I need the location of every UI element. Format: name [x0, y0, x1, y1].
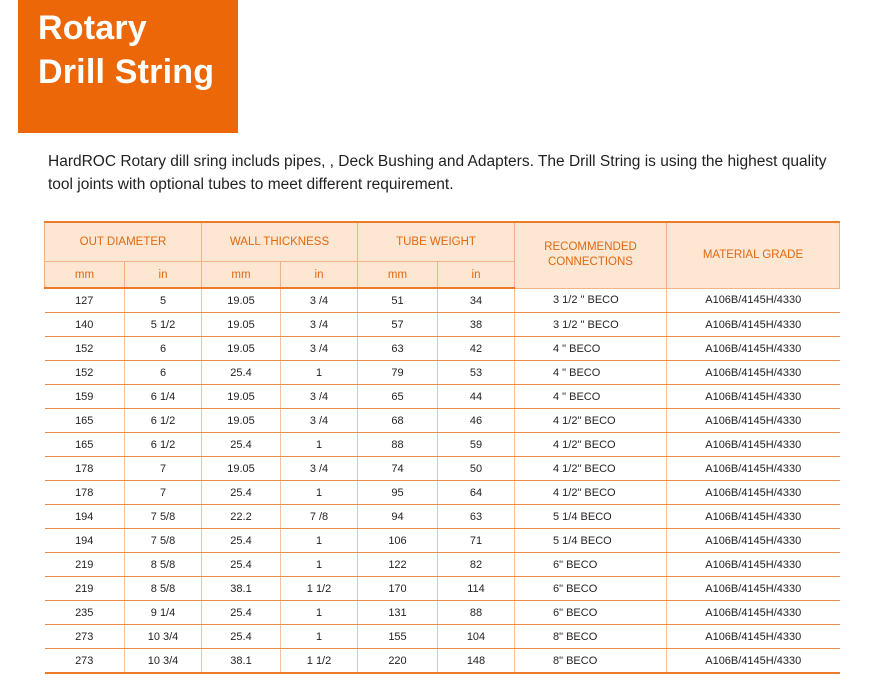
table-row — [45, 529, 840, 553]
unit-header: mm — [358, 262, 438, 289]
od-in-cell: 6 — [125, 337, 202, 361]
table-row — [45, 361, 840, 385]
od-in-cell: 5 1/2 — [125, 313, 202, 337]
wall-in-cell: 1 — [281, 529, 358, 553]
drill-string-spec-table — [44, 221, 840, 674]
table-row — [45, 433, 840, 457]
material-grade-cell: A106B/4145H/4330 — [667, 457, 840, 481]
wall-mm-cell: 19.05 — [202, 313, 281, 337]
weight-in-cell: 53 — [438, 361, 515, 385]
weight-mm-cell: 220 — [358, 649, 438, 674]
material-grade-cell: A106B/4145H/4330 — [667, 505, 840, 529]
connection-cell: 4 " BECO — [515, 337, 667, 361]
od-mm-cell: 273 — [45, 649, 125, 674]
material-grade-cell: A106B/4145H/4330 — [667, 577, 840, 601]
material-grade-cell: A106B/4145H/4330 — [667, 433, 840, 457]
header-material-grade: MATERIAL GRADE — [667, 222, 840, 288]
wall-in-cell: 7 /8 — [281, 505, 358, 529]
weight-in-cell: 38 — [438, 313, 515, 337]
od-in-cell: 10 3/4 — [125, 649, 202, 674]
material-grade-cell: A106B/4145H/4330 — [667, 529, 840, 553]
material-grade-cell: A106B/4145H/4330 — [667, 625, 840, 649]
od-mm-cell: 219 — [45, 577, 125, 601]
od-mm-cell: 219 — [45, 553, 125, 577]
material-grade-cell: A106B/4145H/4330 — [667, 337, 840, 361]
weight-mm-cell: 51 — [358, 288, 438, 313]
material-grade-cell: A106B/4145H/4330 — [667, 601, 840, 625]
wall-mm-cell: 25.4 — [202, 529, 281, 553]
weight-in-cell: 50 — [438, 457, 515, 481]
table-row — [45, 577, 840, 601]
wall-mm-cell: 22.2 — [202, 505, 281, 529]
weight-mm-cell: 74 — [358, 457, 438, 481]
weight-mm-cell: 65 — [358, 385, 438, 409]
connection-cell: 4 1/2" BECO — [515, 409, 667, 433]
weight-mm-cell: 68 — [358, 409, 438, 433]
table-body — [45, 288, 840, 673]
material-grade-cell: A106B/4145H/4330 — [667, 313, 840, 337]
wall-mm-cell: 25.4 — [202, 601, 281, 625]
connection-cell: 4 1/2" BECO — [515, 481, 667, 505]
weight-mm-cell: 88 — [358, 433, 438, 457]
wall-in-cell: 3 /4 — [281, 409, 358, 433]
material-grade-cell: A106B/4145H/4330 — [667, 481, 840, 505]
od-in-cell: 6 — [125, 361, 202, 385]
wall-in-cell: 1 — [281, 553, 358, 577]
unit-header: mm — [45, 262, 125, 289]
material-grade-cell: A106B/4145H/4330 — [667, 361, 840, 385]
material-grade-cell: A106B/4145H/4330 — [667, 385, 840, 409]
weight-in-cell: 82 — [438, 553, 515, 577]
od-in-cell: 6 1/4 — [125, 385, 202, 409]
od-mm-cell: 159 — [45, 385, 125, 409]
table-row — [45, 457, 840, 481]
connection-cell: 5 1/4 BECO — [515, 505, 667, 529]
od-in-cell: 8 5/8 — [125, 553, 202, 577]
weight-in-cell: 42 — [438, 337, 515, 361]
od-mm-cell: 140 — [45, 313, 125, 337]
table-row — [45, 505, 840, 529]
weight-in-cell: 88 — [438, 601, 515, 625]
wall-mm-cell: 25.4 — [202, 625, 281, 649]
wall-in-cell: 1 1/2 — [281, 577, 358, 601]
wall-in-cell: 1 — [281, 625, 358, 649]
table-row — [45, 337, 840, 361]
connection-cell: 3 1/2 " BECO — [515, 313, 667, 337]
weight-mm-cell: 94 — [358, 505, 438, 529]
connection-cell: 4 " BECO — [515, 385, 667, 409]
od-mm-cell: 194 — [45, 505, 125, 529]
od-mm-cell: 127 — [45, 288, 125, 313]
weight-mm-cell: 106 — [358, 529, 438, 553]
connection-cell: 4 " BECO — [515, 361, 667, 385]
weight-mm-cell: 155 — [358, 625, 438, 649]
weight-in-cell: 44 — [438, 385, 515, 409]
title-line-1: Rotary — [38, 9, 147, 47]
od-mm-cell: 152 — [45, 361, 125, 385]
header-out-diameter: OUT DIAMETER — [45, 222, 202, 262]
wall-mm-cell: 25.4 — [202, 481, 281, 505]
od-in-cell: 7 5/8 — [125, 529, 202, 553]
unit-header: mm — [202, 262, 281, 289]
wall-in-cell: 1 — [281, 601, 358, 625]
wall-in-cell: 1 — [281, 433, 358, 457]
wall-mm-cell: 19.05 — [202, 337, 281, 361]
material-grade-cell: A106B/4145H/4330 — [667, 649, 840, 674]
title-line-2: Drill String — [38, 53, 215, 91]
connection-cell: 4 1/2" BECO — [515, 433, 667, 457]
connection-cell: 4 1/2" BECO — [515, 457, 667, 481]
material-grade-cell: A106B/4145H/4330 — [667, 553, 840, 577]
od-in-cell: 7 — [125, 457, 202, 481]
wall-mm-cell: 38.1 — [202, 649, 281, 674]
od-mm-cell: 165 — [45, 433, 125, 457]
weight-in-cell: 148 — [438, 649, 515, 674]
connection-cell: 5 1/4 BECO — [515, 529, 667, 553]
weight-mm-cell: 79 — [358, 361, 438, 385]
od-in-cell: 8 5/8 — [125, 577, 202, 601]
wall-mm-cell: 19.05 — [202, 288, 281, 313]
table-row — [45, 649, 840, 674]
wall-in-cell: 3 /4 — [281, 288, 358, 313]
od-mm-cell: 235 — [45, 601, 125, 625]
weight-in-cell: 59 — [438, 433, 515, 457]
wall-mm-cell: 38.1 — [202, 577, 281, 601]
weight-mm-cell: 122 — [358, 553, 438, 577]
weight-mm-cell: 57 — [358, 313, 438, 337]
table-row — [45, 385, 840, 409]
intro-paragraph: HardROC Rotary dill sring includs pipes, , Deck Bushing and Adapters. The Drill String is using the highest quality tool joints with optional tubes to meet different requirement. — [48, 153, 827, 193]
header-tube-weight: TUBE WEIGHT — [358, 222, 515, 262]
wall-mm-cell: 19.05 — [202, 457, 281, 481]
connection-cell: 6" BECO — [515, 577, 667, 601]
header-recommended-connections: RECOMMENDED CONNECTIONS — [515, 222, 667, 288]
table-row — [45, 409, 840, 433]
header-row — [45, 222, 840, 262]
od-in-cell: 5 — [125, 288, 202, 313]
connection-cell: 6" BECO — [515, 601, 667, 625]
unit-header: in — [281, 262, 358, 289]
od-in-cell: 7 5/8 — [125, 505, 202, 529]
wall-in-cell: 1 1/2 — [281, 649, 358, 674]
weight-in-cell: 34 — [438, 288, 515, 313]
connection-cell: 8" BECO — [515, 649, 667, 674]
table-row — [45, 288, 840, 313]
od-mm-cell: 273 — [45, 625, 125, 649]
table-row — [45, 313, 840, 337]
unit-header: in — [125, 262, 202, 289]
weight-in-cell: 64 — [438, 481, 515, 505]
header-wall-thickness: WALL THICKNESS — [202, 222, 358, 262]
table-row — [45, 601, 840, 625]
wall-in-cell: 1 — [281, 361, 358, 385]
table-row — [45, 481, 840, 505]
weight-mm-cell: 63 — [358, 337, 438, 361]
od-mm-cell: 178 — [45, 457, 125, 481]
od-mm-cell: 152 — [45, 337, 125, 361]
table-row — [45, 625, 840, 649]
connection-cell: 3 1/2 " BECO — [515, 288, 667, 313]
table-row — [45, 553, 840, 577]
unit-header: in — [438, 262, 515, 289]
od-mm-cell: 165 — [45, 409, 125, 433]
material-grade-cell: A106B/4145H/4330 — [667, 409, 840, 433]
od-in-cell: 6 1/2 — [125, 433, 202, 457]
od-mm-cell: 178 — [45, 481, 125, 505]
weight-in-cell: 71 — [438, 529, 515, 553]
wall-mm-cell: 19.05 — [202, 385, 281, 409]
wall-in-cell: 3 /4 — [281, 385, 358, 409]
connection-cell: 6" BECO — [515, 553, 667, 577]
wall-in-cell: 3 /4 — [281, 337, 358, 361]
wall-in-cell: 1 — [281, 481, 358, 505]
weight-in-cell: 63 — [438, 505, 515, 529]
wall-mm-cell: 25.4 — [202, 361, 281, 385]
title-banner — [18, 0, 238, 133]
od-in-cell: 7 — [125, 481, 202, 505]
weight-in-cell: 46 — [438, 409, 515, 433]
wall-mm-cell: 19.05 — [202, 409, 281, 433]
material-grade-cell: A106B/4145H/4330 — [667, 288, 840, 313]
wall-in-cell: 3 /4 — [281, 313, 358, 337]
od-in-cell: 6 1/2 — [125, 409, 202, 433]
od-mm-cell: 194 — [45, 529, 125, 553]
weight-mm-cell: 170 — [358, 577, 438, 601]
weight-mm-cell: 95 — [358, 481, 438, 505]
od-in-cell: 9 1/4 — [125, 601, 202, 625]
weight-mm-cell: 131 — [358, 601, 438, 625]
wall-mm-cell: 25.4 — [202, 433, 281, 457]
wall-in-cell: 3 /4 — [281, 457, 358, 481]
connection-cell: 8" BECO — [515, 625, 667, 649]
od-in-cell: 10 3/4 — [125, 625, 202, 649]
weight-in-cell: 104 — [438, 625, 515, 649]
weight-in-cell: 114 — [438, 577, 515, 601]
wall-mm-cell: 25.4 — [202, 553, 281, 577]
